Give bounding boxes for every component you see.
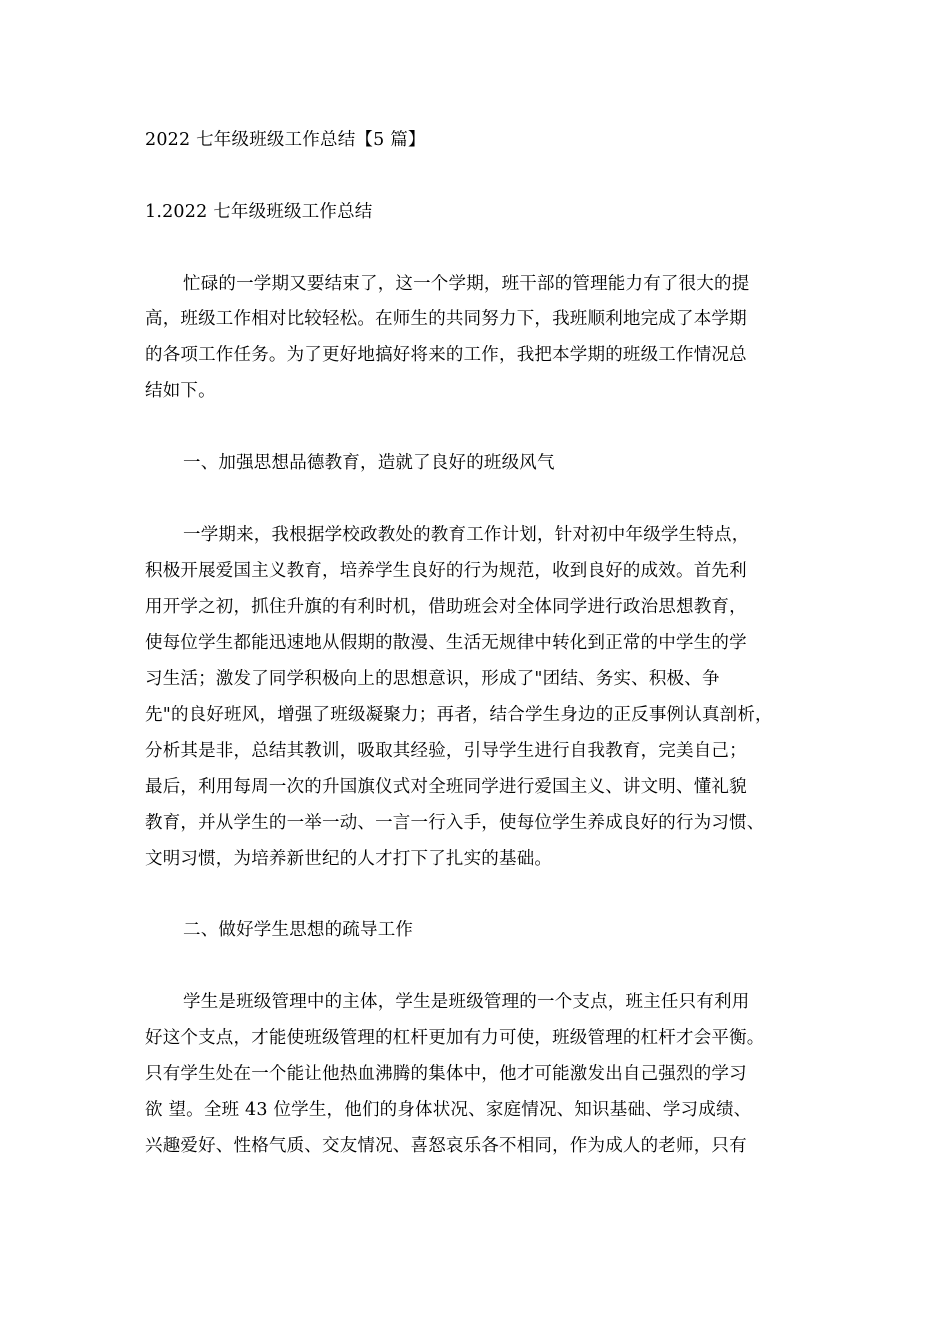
paragraph-line: 分析其是非，总结其教训，吸取其经验，引导学生进行自我教育，完美自己； — [145, 741, 747, 761]
paragraph-line: 高，班级工作相对比较轻松。在师生的共同努力下，我班顺利地完成了本学期 — [145, 309, 747, 329]
paragraph-line: 习生活；激发了同学积极向上的思想意识，形成了"团结、务实、积极、争 — [145, 669, 720, 689]
paragraph-line: 使每位学生都能迅速地从假期的散漫、生活无规律中转化到正常的中学生的学 — [145, 633, 747, 653]
paragraph-line: 忙碌的一学期又要结束了，这一个学期，班干部的管理能力有了很大的提 — [183, 274, 750, 294]
paragraph-line: 好这个支点，才能使班级管理的杠杆更加有力可使，班级管理的杠杆才会平衡。 — [145, 1028, 765, 1048]
paragraph-line: 学生是班级管理中的主体，学生是班级管理的一个支点，班主任只有利用 — [183, 992, 750, 1012]
document-title: 2022 七年级班级工作总结【5 篇】 — [145, 130, 426, 150]
section-heading: 一、加强思想品德教育，造就了良好的班级风气 — [183, 453, 555, 473]
paragraph-line: 最后，利用每周一次的升国旗仪式对全班同学进行爱国主义、讲文明、懂礼貌 — [145, 777, 747, 797]
paragraph-line: 积极开展爱国主义教育，培养学生良好的行为规范，收到良好的成效。首先利 — [145, 561, 747, 581]
section-title: 1.2022 七年级班级工作总结 — [145, 202, 373, 222]
paragraph-line: 先"的良好班风，增强了班级凝聚力；再者，结合学生身边的正反事例认真剖析， — [145, 705, 773, 725]
section-heading: 二、做好学生思想的疏导工作 — [183, 920, 414, 940]
paragraph-line: 只有学生处在一个能让他热血沸腾的集体中，他才可能激发出自己强烈的学习 — [145, 1064, 747, 1084]
paragraph-line: 文明习惯，为培养新世纪的人才打下了扎实的基础。 — [145, 849, 553, 869]
paragraph-line: 的各项工作任务。为了更好地搞好将来的工作，我把本学期的班级工作情况总 — [145, 345, 747, 365]
paragraph-line: 用开学之初，抓住升旗的有利时机，借助班会对全体同学进行政治思想教育， — [145, 597, 747, 617]
paragraph-line: 欲 望。全班 43 位学生，他们的身体状况、家庭情况、知识基础、学习成绩、 — [145, 1100, 752, 1120]
paragraph-line: 一学期来，我根据学校政教处的教育工作计划，针对初中年级学生特点， — [183, 525, 750, 545]
paragraph-line: 结如下。 — [145, 381, 216, 401]
paragraph-line: 兴趣爱好、性格气质、交友情况、喜怒哀乐各不相同，作为成人的老师，只有 — [145, 1136, 747, 1156]
paragraph-line: 教育，并从学生的一举一动、一言一行入手，使每位学生养成良好的行为习惯、 — [145, 813, 765, 833]
